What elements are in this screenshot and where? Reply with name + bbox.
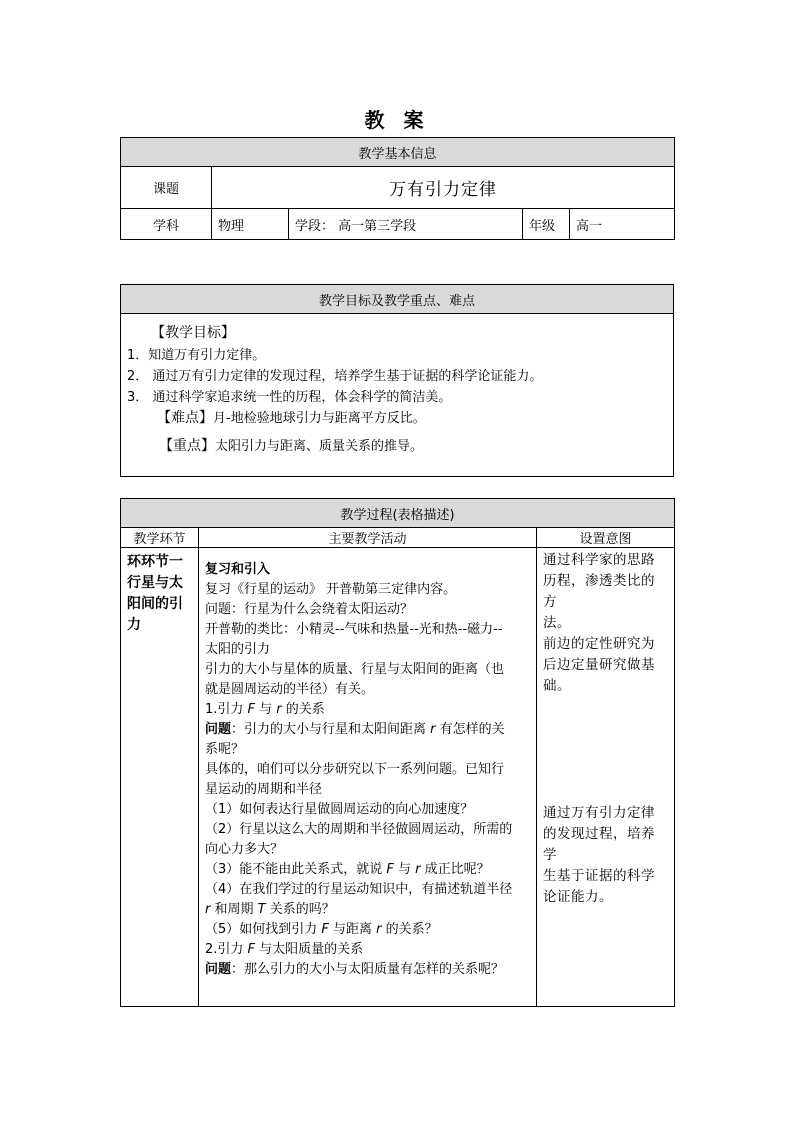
text-run: ：那么引力的大小与太阳质量有怎样的关系呢？	[231, 962, 505, 977]
subsection-heading	[205, 940, 530, 960]
intent-line: 的发现过程，培养学	[543, 826, 655, 863]
key-point-line	[159, 435, 423, 455]
column-stage: 教学环节	[121, 528, 199, 548]
text-run: 关系的吗？	[265, 902, 335, 917]
text-run: 2.引力	[205, 942, 248, 957]
text-run: 和周期	[210, 902, 258, 917]
stage-cell	[289, 209, 523, 240]
activity-line	[205, 920, 530, 940]
text-run: 1.引力	[205, 702, 248, 717]
question-label: 问题	[205, 722, 232, 737]
text-run: 与	[393, 862, 416, 877]
activity-line: 引力的大小与星体的质量、行星与太阳间的距离（也	[205, 662, 505, 677]
intent-cell	[537, 548, 675, 1007]
activity-line: 太阳的引力	[205, 642, 271, 657]
difficulty-text: 月-地检验地球引力与距离平方反比。	[213, 411, 426, 426]
topic-label: 课题	[121, 167, 212, 209]
symbol-r: r	[276, 702, 282, 717]
stage-line: 环环节一	[127, 554, 183, 570]
column-activities: 主要教学活动	[199, 528, 537, 548]
intent-line: 通过万有引力定律	[543, 805, 655, 821]
goal-item-1: 1．知道万有引力定律。	[127, 348, 266, 363]
activity-line: 具体的，咱们可以分步研究以下一系列问题。已知行	[205, 762, 505, 777]
subject-label: 学科	[121, 209, 212, 240]
activity-line: 向心力多大？	[205, 842, 284, 857]
section-heading: 复习和引入	[205, 562, 271, 577]
stage-value: 高一第三学段	[338, 218, 417, 234]
text-run: ：引力的大小与行星和太阳间距离	[231, 722, 431, 737]
text-run: 与距离	[328, 922, 377, 937]
subsection-heading	[205, 700, 530, 720]
intent-line: 通过科学家的思路	[543, 552, 655, 568]
text-run: 的关系	[281, 702, 325, 717]
text-run: 的关系？	[381, 922, 438, 937]
teaching-process-table	[120, 498, 675, 1007]
column-intent: 设置意图	[537, 528, 675, 548]
question-line	[205, 960, 530, 980]
key-point-text: 太阳引力与距离、质量关系的推导。	[215, 439, 424, 454]
difficulty-label: 【难点】	[157, 410, 213, 426]
intent-line: 论证能力。	[543, 889, 613, 905]
topic-value: 万有引力定律	[212, 167, 675, 209]
symbol-r: r	[430, 722, 436, 737]
intent-line: 生基于证据的科学	[543, 868, 655, 884]
activity-line: （2）行星以这么大的周期和半径做圆周运动，所需的	[205, 822, 513, 837]
teaching-goals-body	[121, 314, 674, 477]
stage-cell-1	[121, 548, 199, 1007]
goal-item-3: 3． 通过科学家追求统一性的历程，体会科学的简洁美。	[127, 390, 452, 405]
stage-line: 力	[127, 617, 141, 633]
stage-name	[121, 548, 198, 636]
symbol-F: F	[247, 702, 256, 717]
basic-info-table	[120, 137, 675, 240]
question-label: 问题	[205, 962, 232, 977]
document-title: 教 案	[364, 108, 430, 132]
symbol-F: F	[247, 942, 256, 957]
goal-heading: 【教学目标】	[151, 325, 235, 341]
text-run: 与太阳质量的关系	[255, 942, 364, 957]
difficulty-line	[157, 407, 426, 427]
symbol-r: r	[415, 862, 421, 877]
intent-line: 础。	[543, 678, 571, 694]
question-line	[205, 720, 530, 740]
grade-value: 高一	[570, 209, 675, 240]
symbol-F: F	[386, 862, 394, 877]
activity-line: 就是圆周运动的半径）有关。	[205, 682, 375, 697]
goal-item-2: 2． 通过万有引力定律的发现过程，培养学生基于证据的科学论证能力。	[127, 369, 543, 384]
intent-line: 后边定量研究做基	[543, 657, 655, 673]
text-run: （3）能不能由此关系式，就说	[205, 862, 387, 877]
stage-label: 学段：	[295, 218, 335, 234]
activity-line: 复习《行星的运动》 开普勒第三定律内容。	[205, 582, 457, 597]
grade-label: 年级	[523, 209, 570, 240]
symbol-F: F	[321, 922, 329, 937]
symbol-r: r	[205, 902, 211, 917]
text-run: 与	[255, 702, 277, 717]
activity-line	[205, 900, 530, 920]
stage-line: 行星与太	[127, 575, 183, 591]
text-run: （5）如何找到引力	[205, 922, 322, 937]
activity-line: 开普勒的类比：小精灵--气味和热量--光和热--磁力--	[205, 622, 503, 637]
text-run: 有怎样的关	[435, 722, 505, 737]
teaching-goals-header: 教学目标及教学重点、难点	[121, 285, 674, 314]
intent-line: 历程，渗透类比的方	[543, 573, 655, 610]
stage-line: 阳间的引	[127, 596, 183, 612]
activity-line: 问题：行星为什么会绕着太阳运动？	[205, 602, 414, 617]
activities-cell	[199, 548, 537, 1007]
key-point-label: 【重点】	[159, 438, 215, 454]
symbol-T: T	[257, 902, 266, 917]
activity-line: （4）在我们学过的行星运动知识中，有描述轨道半径	[205, 882, 513, 897]
activity-line: 系呢？	[205, 742, 245, 757]
activity-line: 星运动的周期和半径	[205, 782, 323, 797]
teaching-process-header: 教学过程(表格描述)	[121, 499, 675, 528]
intent-line: 法。	[543, 615, 571, 631]
subject-value: 物理	[212, 209, 289, 240]
text-run: 成正比呢？	[420, 862, 490, 877]
activity-line	[205, 860, 530, 880]
activity-line: （1）如何表达行星做圆周运动的向心加速度？	[205, 802, 474, 817]
teaching-goals-table	[120, 284, 674, 477]
intent-line: 前边的定性研究为	[543, 636, 655, 652]
symbol-r: r	[376, 922, 382, 937]
basic-info-header: 教学基本信息	[121, 138, 675, 167]
